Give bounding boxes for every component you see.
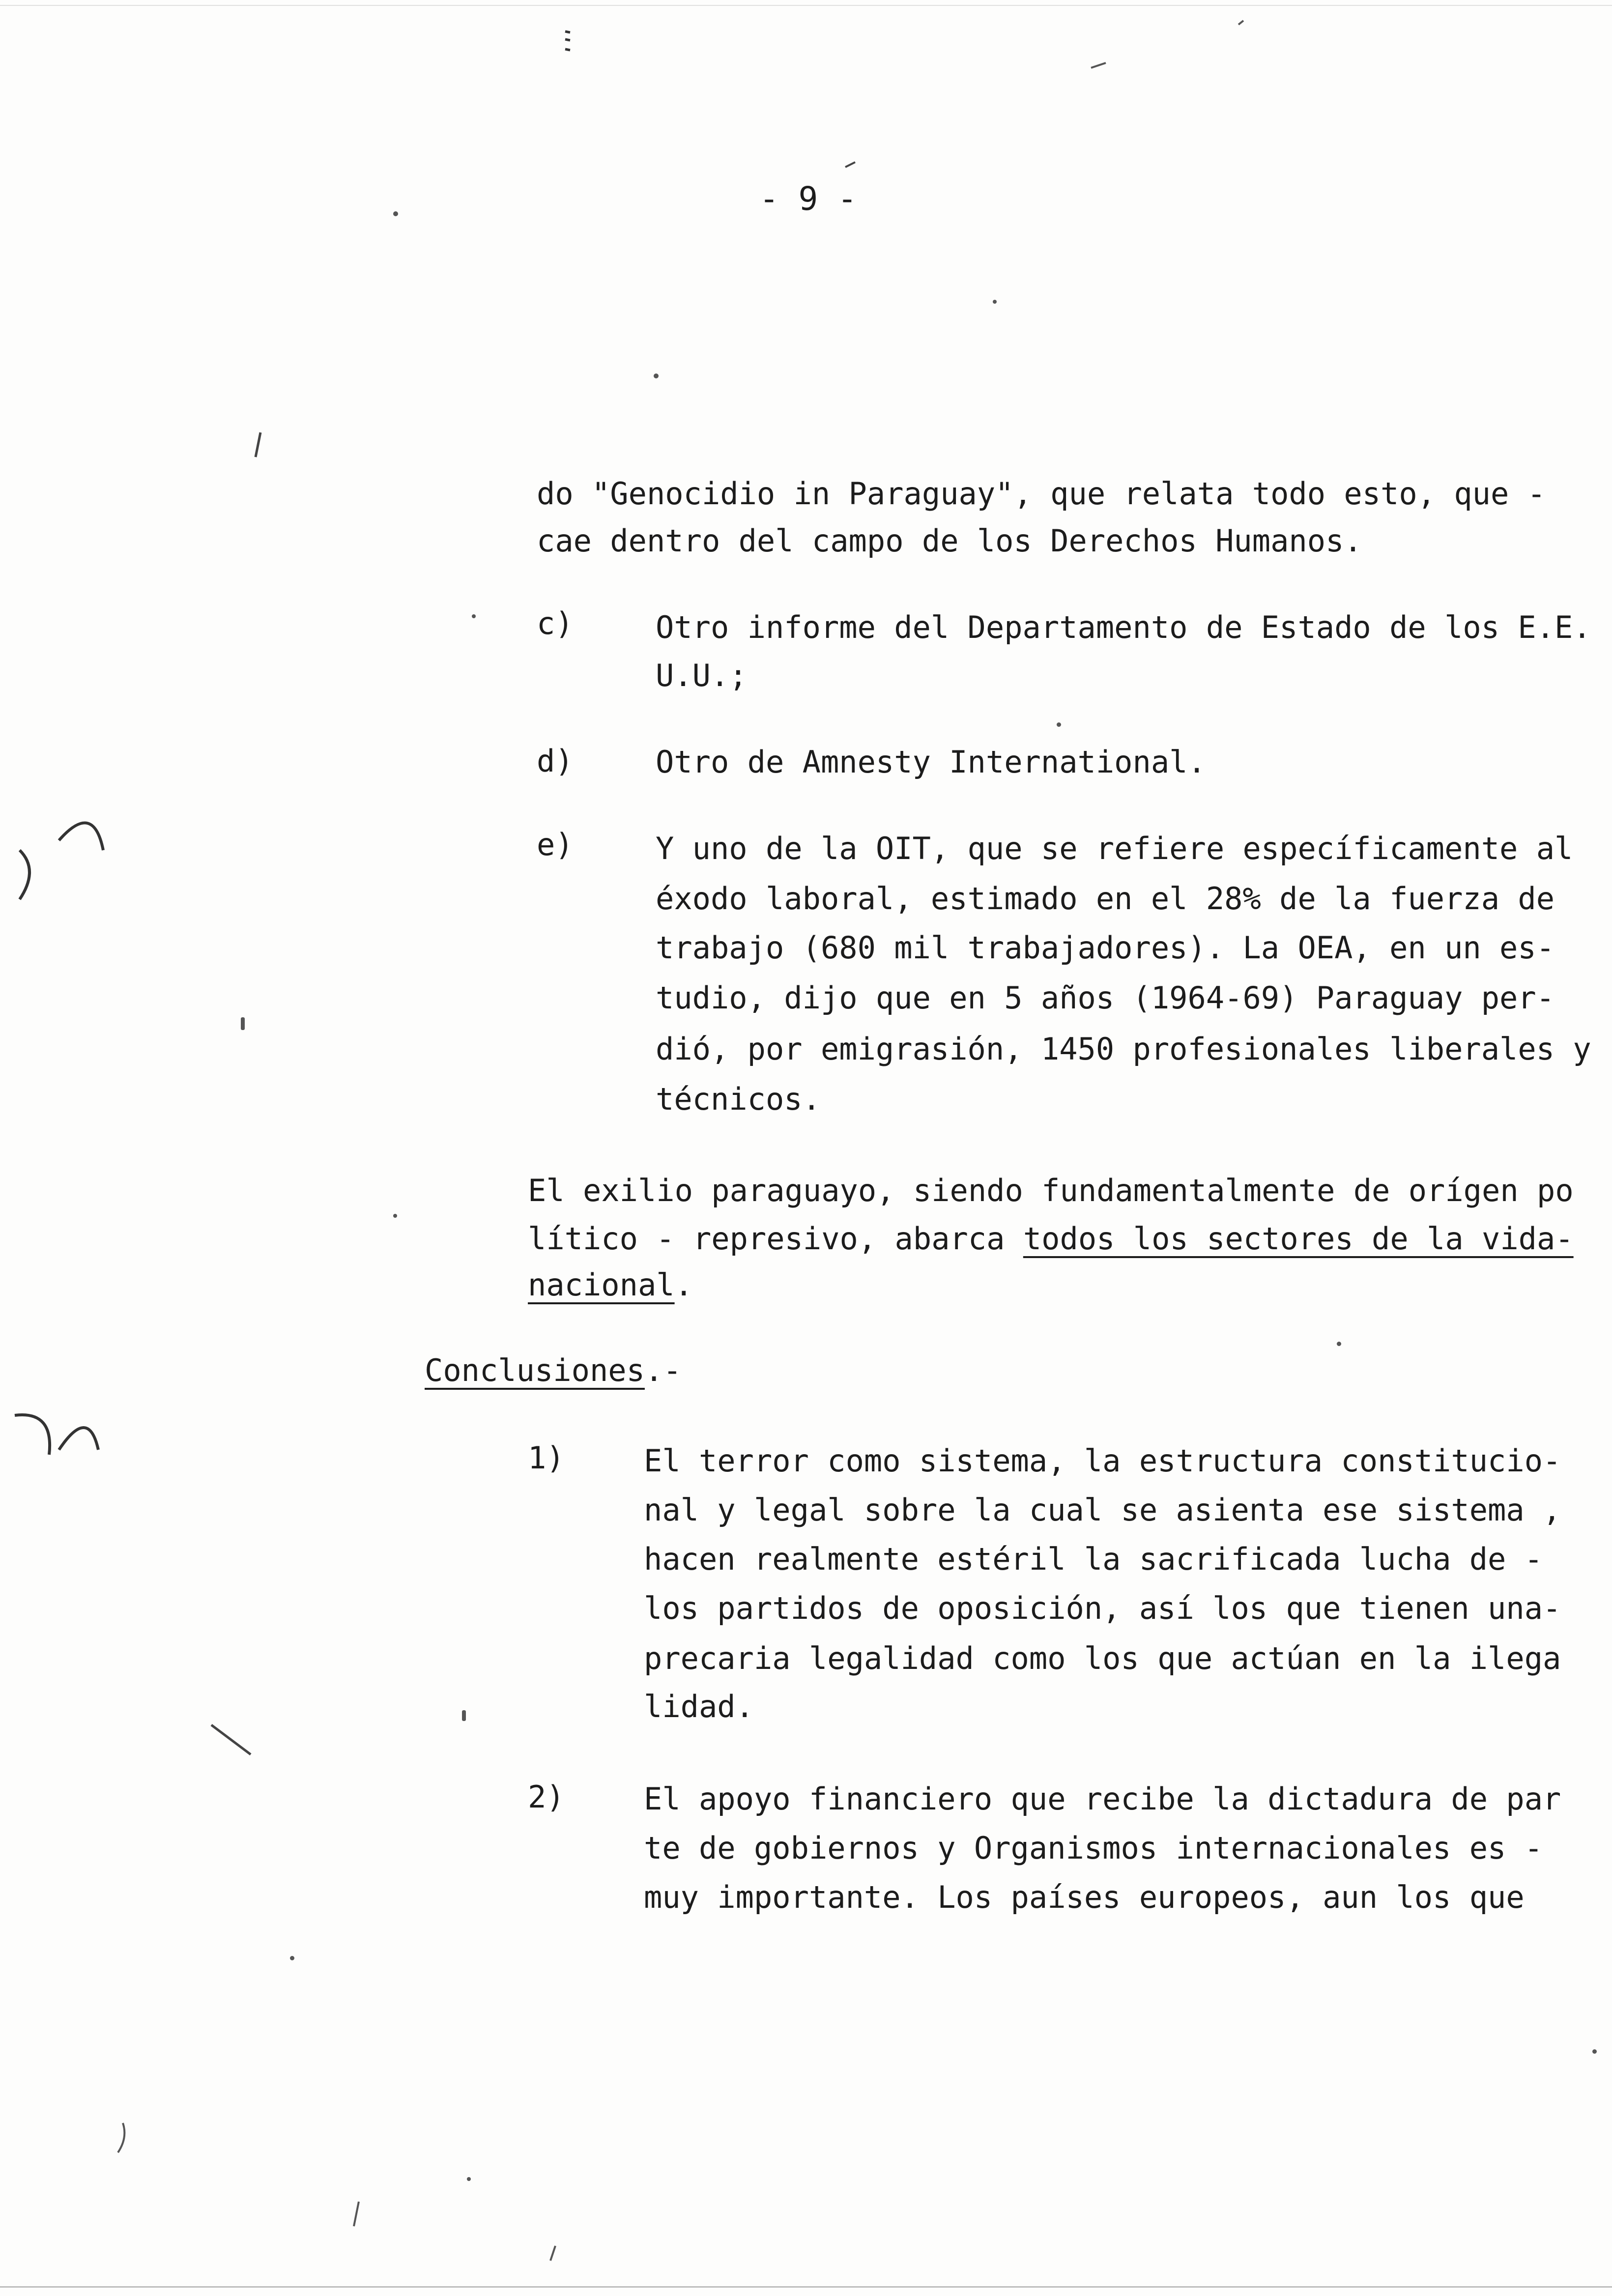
paragraph-text: lítico - represivo, abarca [528, 1221, 1023, 1257]
punch-hole-mark [59, 823, 103, 850]
conclusion-line: muy importante. Los países europeos, aun los que [644, 1879, 1525, 1915]
scan-speck [472, 614, 476, 618]
list-marker: 2) [528, 1779, 565, 1815]
stray-mark [118, 2123, 124, 2152]
section-heading-text: Conclusiones [425, 1352, 645, 1388]
list-item-line: éxodo laboral, estimado en el 28% de la fuerza de [656, 881, 1555, 917]
list-item-line: tudio, dijo que en 5 años (1964-69) Paraguay per- [656, 980, 1555, 1016]
scan-speck [654, 373, 659, 378]
list-marker: d) [537, 743, 574, 779]
conclusion-line: nal y legal sobre la cual se asienta ese sistema , [644, 1492, 1561, 1528]
page-number: - 9 - [759, 180, 857, 218]
conclusion-line: precaria legalidad como los que actúan en la ilega [644, 1640, 1561, 1676]
scan-speck [1057, 722, 1061, 727]
scan-speck [467, 2177, 471, 2181]
stray-mark [256, 432, 260, 457]
scan-speck [1337, 1342, 1341, 1346]
list-marker: c) [537, 605, 574, 641]
stray-mark [845, 162, 855, 167]
paragraph-text: . [674, 1267, 693, 1303]
paragraph-line: El exilio paraguayo, siendo fundamentalmente de orígen po [528, 1173, 1574, 1208]
scan-bottom-edge [0, 2286, 1612, 2288]
scan-speck [393, 211, 398, 216]
stray-mark [354, 2202, 359, 2226]
list-item-line: técnicos. [656, 1081, 821, 1117]
conclusion-line: El apoyo financiero que recibe la dictadura de par [644, 1781, 1561, 1817]
stray-mark [1238, 21, 1243, 25]
punch-hole-mark [59, 1428, 98, 1450]
scan-speck [241, 1017, 245, 1030]
list-marker: 1) [528, 1440, 565, 1476]
list-item-line: U.U.; [656, 658, 748, 693]
conclusion-line: te de gobiernos y Organismos internacionales es - [644, 1830, 1543, 1866]
underlined-phrase: todos los sectores de la vida- [1023, 1221, 1574, 1257]
punch-hole-mark [20, 850, 29, 899]
underlined-phrase: nacional [528, 1267, 675, 1303]
conclusion-line: lidad. [644, 1689, 754, 1724]
stray-mark [211, 1725, 251, 1754]
punch-hole-mark [15, 1415, 50, 1455]
scan-speck [462, 1710, 466, 1721]
list-item-line: Y uno de la OIT, que se refiere específicamente al [656, 831, 1573, 866]
conclusion-line: los partidos de oposición, así los que tienen una- [644, 1590, 1561, 1626]
list-item-line: Otro informe del Departamento de Estado de los E.E. [656, 609, 1591, 645]
scan-speck [993, 300, 997, 304]
list-item-line: dió, por emigrasión, 1450 profesionales liberales y [656, 1031, 1591, 1067]
paragraph-line: do "Genocidio in Paraguay", que relata todo esto, que - [537, 476, 1546, 512]
section-heading-suffix: .- [644, 1352, 682, 1388]
stray-mark [1091, 63, 1106, 68]
scan-speck [393, 1214, 397, 1218]
list-item-line: trabajo (680 mil trabajadores). La OEA, en un es- [656, 930, 1555, 966]
conclusion-line: hacen realmente estéril la sacrificada lucha de - [644, 1541, 1543, 1577]
paragraph-line: cae dentro del campo de los Derechos Humanos. [537, 523, 1362, 559]
conclusion-line: El terror como sistema, la estructura constitucio- [644, 1443, 1561, 1479]
stray-mark [550, 2246, 555, 2261]
list-item-line: Otro de Amnesty International. [656, 744, 1206, 780]
scan-speck [290, 1956, 294, 1960]
scan-speck [1592, 2049, 1597, 2054]
list-marker: e) [537, 827, 574, 862]
stray-mark [565, 31, 570, 50]
